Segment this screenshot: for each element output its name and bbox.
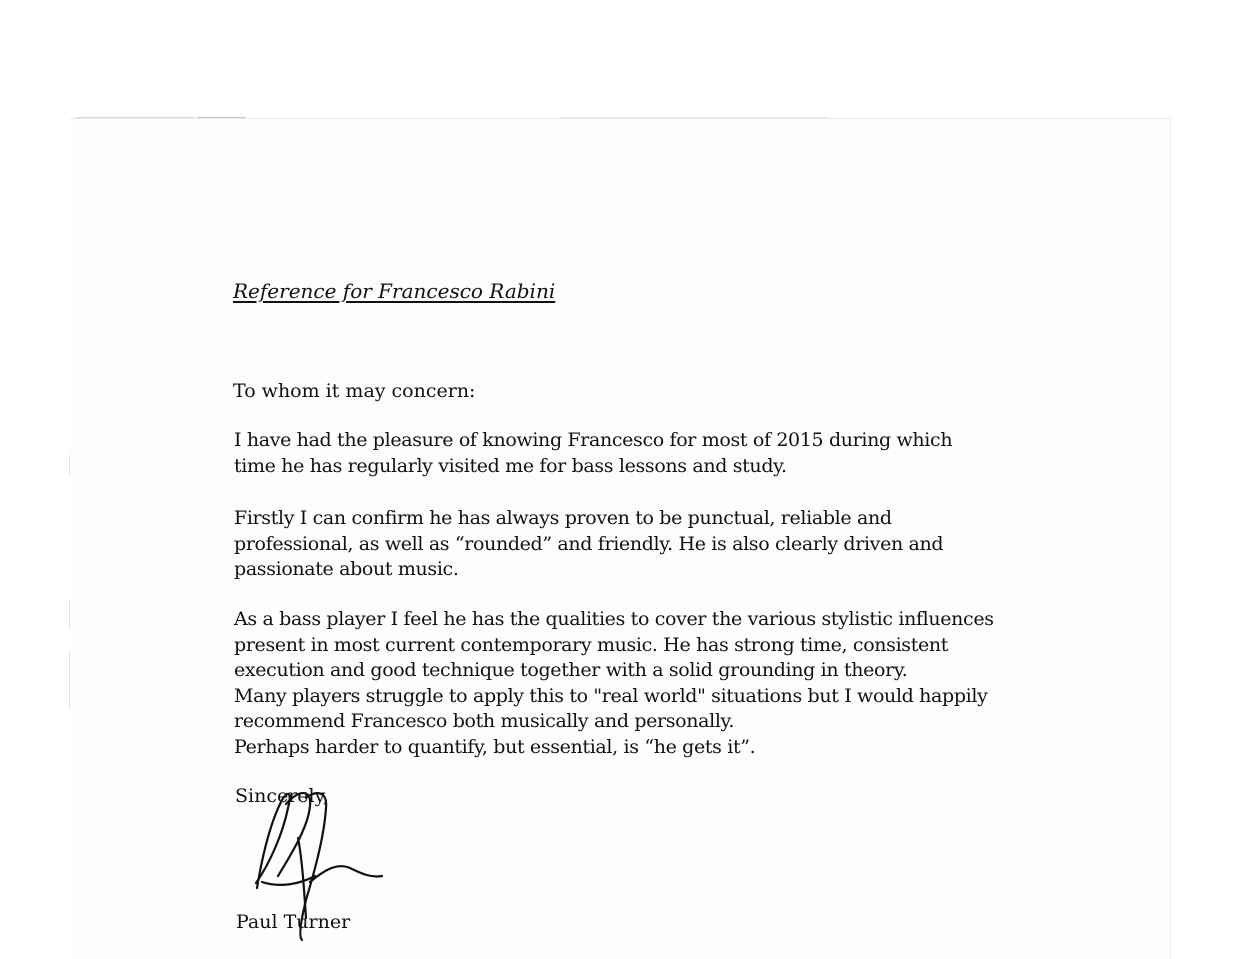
paragraph-line: time he has regularly visited me for bass lessons and study.: [234, 454, 787, 477]
signer-name: Paul Turner: [236, 911, 351, 933]
paragraph-2: [234, 506, 943, 583]
letter-greeting: To whom it may concern:: [233, 380, 476, 402]
paragraph-line: I have had the pleasure of knowing Francesco for most of 2015 during which: [234, 429, 953, 451]
paragraph-1: [234, 428, 952, 479]
paragraph-line: As a bass player I feel he has the qualities to cover the various stylistic influences: [234, 608, 994, 630]
letter-title: Reference for Francesco Rabini: [233, 279, 556, 303]
paragraph-line: Many players struggle to apply this to "real world" situations but I would happily: [234, 684, 988, 707]
paragraph-line: present in most current contemporary music. He has strong time, consistent: [234, 633, 949, 656]
handwritten-signature: [240, 778, 400, 943]
paragraph-line: execution and good technique together with a solid grounding in theory.: [234, 659, 908, 681]
paragraph-line: passionate about music.: [234, 558, 459, 580]
paragraph-line: professional, as well as “rounded” and friendly. He is also clearly driven and: [234, 532, 944, 555]
paragraph-3: [234, 607, 994, 760]
paragraph-line: Perhaps harder to quantify, but essential, is “he gets it”.: [234, 735, 756, 758]
letter-closing: Sincerely,: [235, 785, 329, 807]
paragraph-line: recommend Francesco both musically and personally.: [234, 710, 735, 732]
paragraph-line: Firstly I can confirm he has always proven to be punctual, reliable and: [234, 507, 892, 529]
